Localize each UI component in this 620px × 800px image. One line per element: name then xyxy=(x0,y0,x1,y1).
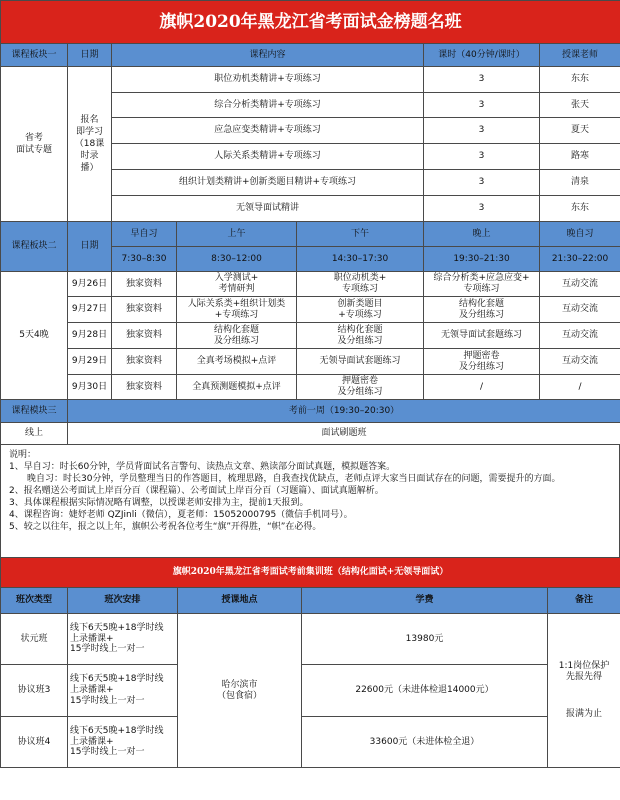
block-label-text: 省考 面试专题 xyxy=(15,133,52,155)
day-eve: 押题密卷 及分组练习 xyxy=(424,349,540,375)
date-label-text: 报名 即学习 （18课 时录 播） xyxy=(74,115,105,173)
header-type: 班次类型 xyxy=(1,588,68,614)
course-hours: 3 xyxy=(424,67,540,93)
course-content: 人际关系类精讲+专项练习 xyxy=(112,144,424,170)
col-pm: 下午 xyxy=(297,222,424,247)
day-am: 结构化套题 及分组练习 xyxy=(177,323,297,349)
date-label xyxy=(68,67,112,222)
class-location: 哈尔滨市 （包食宿） xyxy=(178,614,302,768)
class-fee: 13980元 xyxy=(302,614,548,665)
course-content: 综合分析类精讲+专项练习 xyxy=(112,93,424,118)
course-hours: 3 xyxy=(424,118,540,144)
course-teacher: 路寒 xyxy=(540,144,620,170)
course-content: 无领导面试精讲 xyxy=(112,196,424,222)
online-label: 线上 xyxy=(1,423,68,445)
header-date: 日期 xyxy=(68,44,112,67)
header-content: 课程内容 xyxy=(112,44,424,67)
day-pm: 职位动机类+ 专项练习 xyxy=(297,272,424,297)
time-eve: 19:30–21:30 xyxy=(424,247,540,272)
class-plan: 线下6天5晚+18学时线 上录播课+ 15学时线上一对一 xyxy=(68,665,178,717)
course-hours: 3 xyxy=(424,93,540,118)
day-date: 9月28日 xyxy=(68,323,112,349)
day-eve: / xyxy=(424,375,540,400)
time-pm: 14:30–17:30 xyxy=(297,247,424,272)
block3-label: 课程模块三 xyxy=(1,400,68,423)
day-late: 互动交流 xyxy=(540,323,620,349)
col-late: 晚自习 xyxy=(540,222,620,247)
course-teacher: 清泉 xyxy=(540,170,620,196)
day-am: 全真预测题模拟+点评 xyxy=(177,375,297,400)
class-type: 状元班 xyxy=(1,614,68,665)
note-line: 1、早自习：时长60分钟，学员背面试名言警句、读热点文章、熟读部分面试真题，模拟题答案。 xyxy=(9,462,396,472)
header-teacher: 授课老师 xyxy=(540,44,620,67)
day-am: 全真考场模拟+点评 xyxy=(177,349,297,375)
header-hours: 课时（40分钟/课时） xyxy=(424,44,540,67)
header-remark: 备注 xyxy=(548,588,620,614)
online-content: 面试刷题班 xyxy=(68,423,620,445)
note-line: 2、报名赠送公考面试上岸百分百（课程篇）、公考面试上岸百分百（习题篇）、面试真题解析。 xyxy=(9,486,384,496)
header-fee: 学费 xyxy=(302,588,548,614)
day-early: 独家资料 xyxy=(112,272,177,297)
day-date: 9月27日 xyxy=(68,297,112,323)
day-early: 独家资料 xyxy=(112,375,177,400)
block2-date-label: 日期 xyxy=(68,222,112,272)
class-remark xyxy=(548,614,620,768)
col-am: 上午 xyxy=(177,222,297,247)
notes-block xyxy=(0,445,620,557)
class-plan: 线下6天5晚+18学时线 上录播课+ 15学时线上一对一 xyxy=(68,717,178,768)
span-label: 5天4晚 xyxy=(1,272,68,400)
day-eve: 无领导面试套题练习 xyxy=(424,323,540,349)
note-line: 4、课程咨询：婕妤老师 QZJinli（微信），夏老师：15052000795（微信手机同号）。 xyxy=(9,510,353,520)
course-content: 应急应变类精讲+专项练习 xyxy=(112,118,424,144)
training-table xyxy=(0,557,620,768)
remark-limit: 报满为止 xyxy=(566,708,603,719)
header-block: 课程板块一 xyxy=(1,44,68,67)
course-teacher: 夏天 xyxy=(540,118,620,144)
day-early: 独家资料 xyxy=(112,349,177,375)
class-type: 协议班4 xyxy=(1,717,68,768)
day-late: 互动交流 xyxy=(540,272,620,297)
training-title: 旗帜2020年黑龙江省考面试考前集训班（结构化面试+无领导面试） xyxy=(1,558,620,588)
course-teacher: 东东 xyxy=(540,196,620,222)
day-date: 9月26日 xyxy=(68,272,112,297)
course-teacher: 张天 xyxy=(540,93,620,118)
day-am: 人际关系类+组织计划类 +专项练习 xyxy=(177,297,297,323)
course-hours: 3 xyxy=(424,144,540,170)
day-pm: 无领导面试套题练习 xyxy=(297,349,424,375)
day-late: 互动交流 xyxy=(540,349,620,375)
course-hours: 3 xyxy=(424,196,540,222)
day-late: 互动交流 xyxy=(540,297,620,323)
day-pm: 创新类题目 +专项练习 xyxy=(297,297,424,323)
day-date: 9月30日 xyxy=(68,375,112,400)
day-late: / xyxy=(540,375,620,400)
block-label xyxy=(1,67,68,222)
note-line: 3、具体课程根据实际情况略有调整，以授课老师安排为主，提前1天报到。 xyxy=(9,498,309,508)
remark-protect: 1:1岗位保护 先报先得 xyxy=(558,661,610,683)
day-early: 独家资料 xyxy=(112,297,177,323)
day-eve: 结构化套题 及分组练习 xyxy=(424,297,540,323)
day-eve: 综合分析类+应急应变+ 专项练习 xyxy=(424,272,540,297)
time-am: 8:30–12:00 xyxy=(177,247,297,272)
day-pm: 结构化套题 及分组练习 xyxy=(297,323,424,349)
course-content: 职位劝机类精讲+专项练习 xyxy=(112,67,424,93)
note-line: 晚自习：时长30分钟，学员整理当日的作答题目，梳理思路，自我查找优缺点，老师点评大家当日面试存在的问题，需要提升的方面。 xyxy=(9,474,561,484)
time-late: 21:30–22:00 xyxy=(540,247,620,272)
note-line: 5、较之以往年，报之以上年，旗帜公考祝各位考生“旗”开得胜，“帜”在必得。 xyxy=(9,522,322,532)
course-content: 组织计划类精讲+创新类题目精讲+专项练习 xyxy=(112,170,424,196)
day-early: 独家资料 xyxy=(112,323,177,349)
course-teacher: 东东 xyxy=(540,67,620,93)
time-early: 7:30–8:30 xyxy=(112,247,177,272)
day-am: 入学测试+ 考情研判 xyxy=(177,272,297,297)
class-fee: 33600元（未进体检全退） xyxy=(302,717,548,768)
header-location: 授课地点 xyxy=(178,588,302,614)
header-plan: 班次安排 xyxy=(68,588,178,614)
schedule-table-2 xyxy=(0,221,620,445)
course-hours: 3 xyxy=(424,170,540,196)
class-type: 协议班3 xyxy=(1,665,68,717)
main-title: 旗帜2020年黑龙江省考面试金榜题名班 xyxy=(1,1,620,44)
col-early: 早自习 xyxy=(112,222,177,247)
block2-label: 课程板块二 xyxy=(1,222,68,272)
schedule-table-1 xyxy=(0,0,620,222)
day-date: 9月29日 xyxy=(68,349,112,375)
block3-content: 考前一周（19:30–20:30） xyxy=(68,400,620,423)
class-fee: 22600元（未进体检退14000元） xyxy=(302,665,548,717)
col-eve: 晚上 xyxy=(424,222,540,247)
day-pm: 押题密卷 及分组练习 xyxy=(297,375,424,400)
class-plan: 线下6天5晚+18学时线 上录播课+ 15学时线上一对一 xyxy=(68,614,178,665)
note-line: 说明： xyxy=(9,450,37,460)
